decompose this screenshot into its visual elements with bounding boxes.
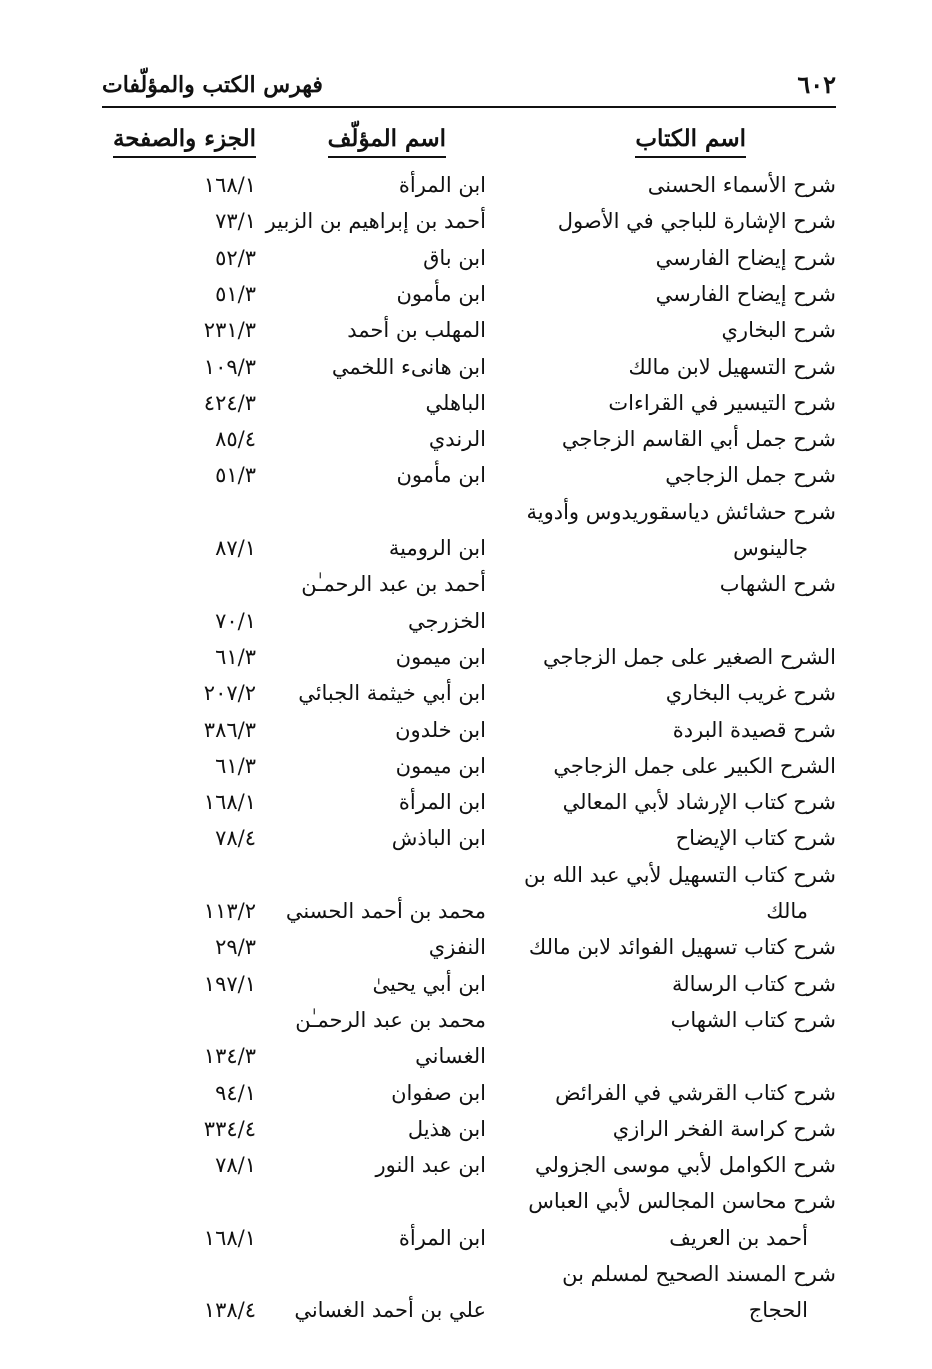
book-title: الحجاج: [748, 1298, 808, 1323]
book-title: شرح كتاب الإيضاح: [675, 826, 836, 851]
book-title: شرح كتاب القرشي في الفرائض: [555, 1080, 836, 1105]
book-title: شرح محاسن المجالس لأبي العباس: [528, 1189, 836, 1214]
author-name: ابن المرأة: [398, 1225, 486, 1250]
author-name: ابن المرأة: [398, 173, 486, 197]
author-name: ابن هانىء اللخمي: [331, 354, 486, 379]
volume-page-ref: ١٣٨/٤: [203, 1298, 256, 1323]
book-title: جالينوس: [733, 536, 808, 560]
book-title: شرح حشائش دياسقوريدوس وأدوية: [526, 499, 836, 524]
volume-page-ref: ٤٢٤/٣: [203, 390, 256, 415]
column-header-volume-page: الجزء والصفحة: [113, 125, 256, 158]
book-title: شرح كتاب الرسالة: [671, 971, 836, 996]
book-title: شرح جمل الزجاجي: [665, 463, 836, 488]
book-title: شرح جمل أبي القاسم الزجاجي: [561, 427, 836, 452]
column-header-book: اسم الكتاب: [635, 125, 746, 158]
volume-page-ref: ٨٥/٤: [215, 427, 256, 452]
column-header-author: اسم المؤلّف: [328, 125, 446, 158]
volume-page-ref: ٩٤/١: [215, 1080, 256, 1105]
author-name: ابن مأمون: [396, 281, 486, 306]
author-name: أحمد بن إبراهيم بن الزبير: [265, 209, 486, 234]
book-title: شرح غريب البخاري: [665, 681, 836, 706]
book-title: الشرح الصغير على جمل الزجاجي: [542, 644, 836, 669]
author-name: ابن صفوان: [391, 1080, 486, 1105]
volume-page-ref: ٣٣٤/٤: [203, 1116, 256, 1141]
volume-page-ref: ١٦٨/١: [203, 790, 256, 815]
book-title: شرح كتاب الإرشاد لأبي المعالي: [562, 790, 836, 815]
volume-page-ref: ٧٣/١: [215, 209, 256, 234]
author-name: ابن الرومية: [388, 536, 486, 560]
author-name: ابن ميمون: [395, 644, 486, 669]
volume-page-ref: ٢٣١/٣: [203, 318, 256, 343]
volume-page-ref: ٦١/٣: [215, 644, 256, 669]
book-title: شرح الإشارة للباجي في الأصول: [557, 209, 836, 234]
book-title: شرح المسند الصحيح لمسلم بن: [562, 1262, 836, 1286]
book-title: شرح التسهيل لابن مالك: [628, 354, 836, 379]
author-name: الغساني: [415, 1044, 486, 1069]
book-title: مالك: [766, 899, 808, 923]
author-name: ابن هذيل: [407, 1116, 486, 1141]
volume-page-ref: ٢٩/٣: [215, 935, 256, 960]
author-name: ابن مأمون: [396, 463, 486, 488]
author-name: ابن ميمون: [395, 753, 486, 778]
book-title: الشرح الكبير على جمل الزجاجي: [553, 753, 836, 778]
book-title: أحمد بن العريف: [669, 1225, 808, 1250]
author-name: المهلب بن أحمد: [347, 318, 486, 343]
author-name: ابن أبي يحيىٰ: [372, 971, 486, 996]
volume-page-ref: ١٦٨/١: [203, 173, 256, 197]
book-title: شرح كراسة الفخر الرازي: [612, 1116, 836, 1141]
header-rule: [102, 106, 836, 108]
author-name: النفزي: [428, 935, 486, 960]
volume-page-ref: ٥٢/٣: [215, 245, 256, 270]
volume-page-ref: ١١٣/٢: [203, 899, 256, 923]
author-name: ابن عبد النور: [375, 1153, 486, 1178]
volume-page-ref: ٧٨/٤: [215, 826, 256, 851]
volume-page-ref: ٣٨٦/٣: [203, 717, 256, 742]
volume-page-ref: ١٠٩/٣: [203, 354, 256, 379]
book-title: شرح التيسير في القراءات: [608, 390, 836, 415]
book-title: شرح كتاب الشهاب: [670, 1007, 836, 1032]
book-title: شرح البخاري: [721, 318, 836, 343]
author-name: ابن باق: [423, 245, 486, 270]
author-name: أحمد بن عبد الرحمـٰن: [301, 572, 486, 597]
volume-page-ref: ٢٠٧/٢: [203, 681, 256, 706]
volume-page-ref: ١٦٨/١: [203, 1225, 256, 1250]
book-title: شرح إيضاح الفارسي: [655, 245, 836, 270]
author-name: محمد بن عبد الرحمـٰن: [295, 1007, 486, 1032]
book-title: شرح الكوامل لأبي موسى الجزولي: [534, 1153, 836, 1178]
author-name: محمد بن أحمد الحسني: [285, 899, 486, 923]
book-title: شرح الشهاب: [719, 572, 836, 597]
volume-page-ref: ٦١/٣: [215, 753, 256, 778]
book-title: شرح إيضاح الفارسي: [655, 281, 836, 306]
volume-page-ref: ٧٠/١: [215, 608, 256, 633]
page-number: ٦٠٢: [797, 70, 836, 99]
volume-page-ref: ١٣٤/٣: [203, 1044, 256, 1069]
book-title: شرح كتاب التسهيل لأبي عبد الله بن: [523, 862, 836, 887]
book-title: شرح الأسماء الحسنى: [647, 173, 836, 197]
author-name: الرندي: [428, 427, 486, 452]
volume-page-ref: ١٩٧/١: [203, 971, 256, 996]
author-name: ابن أبي خيثمة الجبائي: [298, 681, 486, 706]
book-title: شرح كتاب تسهيل الفوائد لابن مالك: [528, 935, 836, 960]
volume-page-ref: ٧٨/١: [215, 1153, 256, 1178]
running-title: فهرس الكتب والمؤلّفات: [102, 72, 323, 98]
author-name: ابن المرأة: [398, 790, 486, 815]
author-name: الخزرجي: [407, 608, 486, 633]
author-name: ابن خلدون: [395, 717, 486, 742]
author-name: الباهلي: [425, 390, 486, 415]
author-name: علي بن أحمد الغساني: [294, 1298, 486, 1323]
author-name: ابن الباذش: [391, 826, 486, 851]
volume-page-ref: ٨٧/١: [215, 536, 256, 560]
book-title: شرح قصيدة البردة: [672, 717, 836, 742]
volume-page-ref: ٥١/٣: [215, 463, 256, 488]
volume-page-ref: ٥١/٣: [215, 281, 256, 306]
